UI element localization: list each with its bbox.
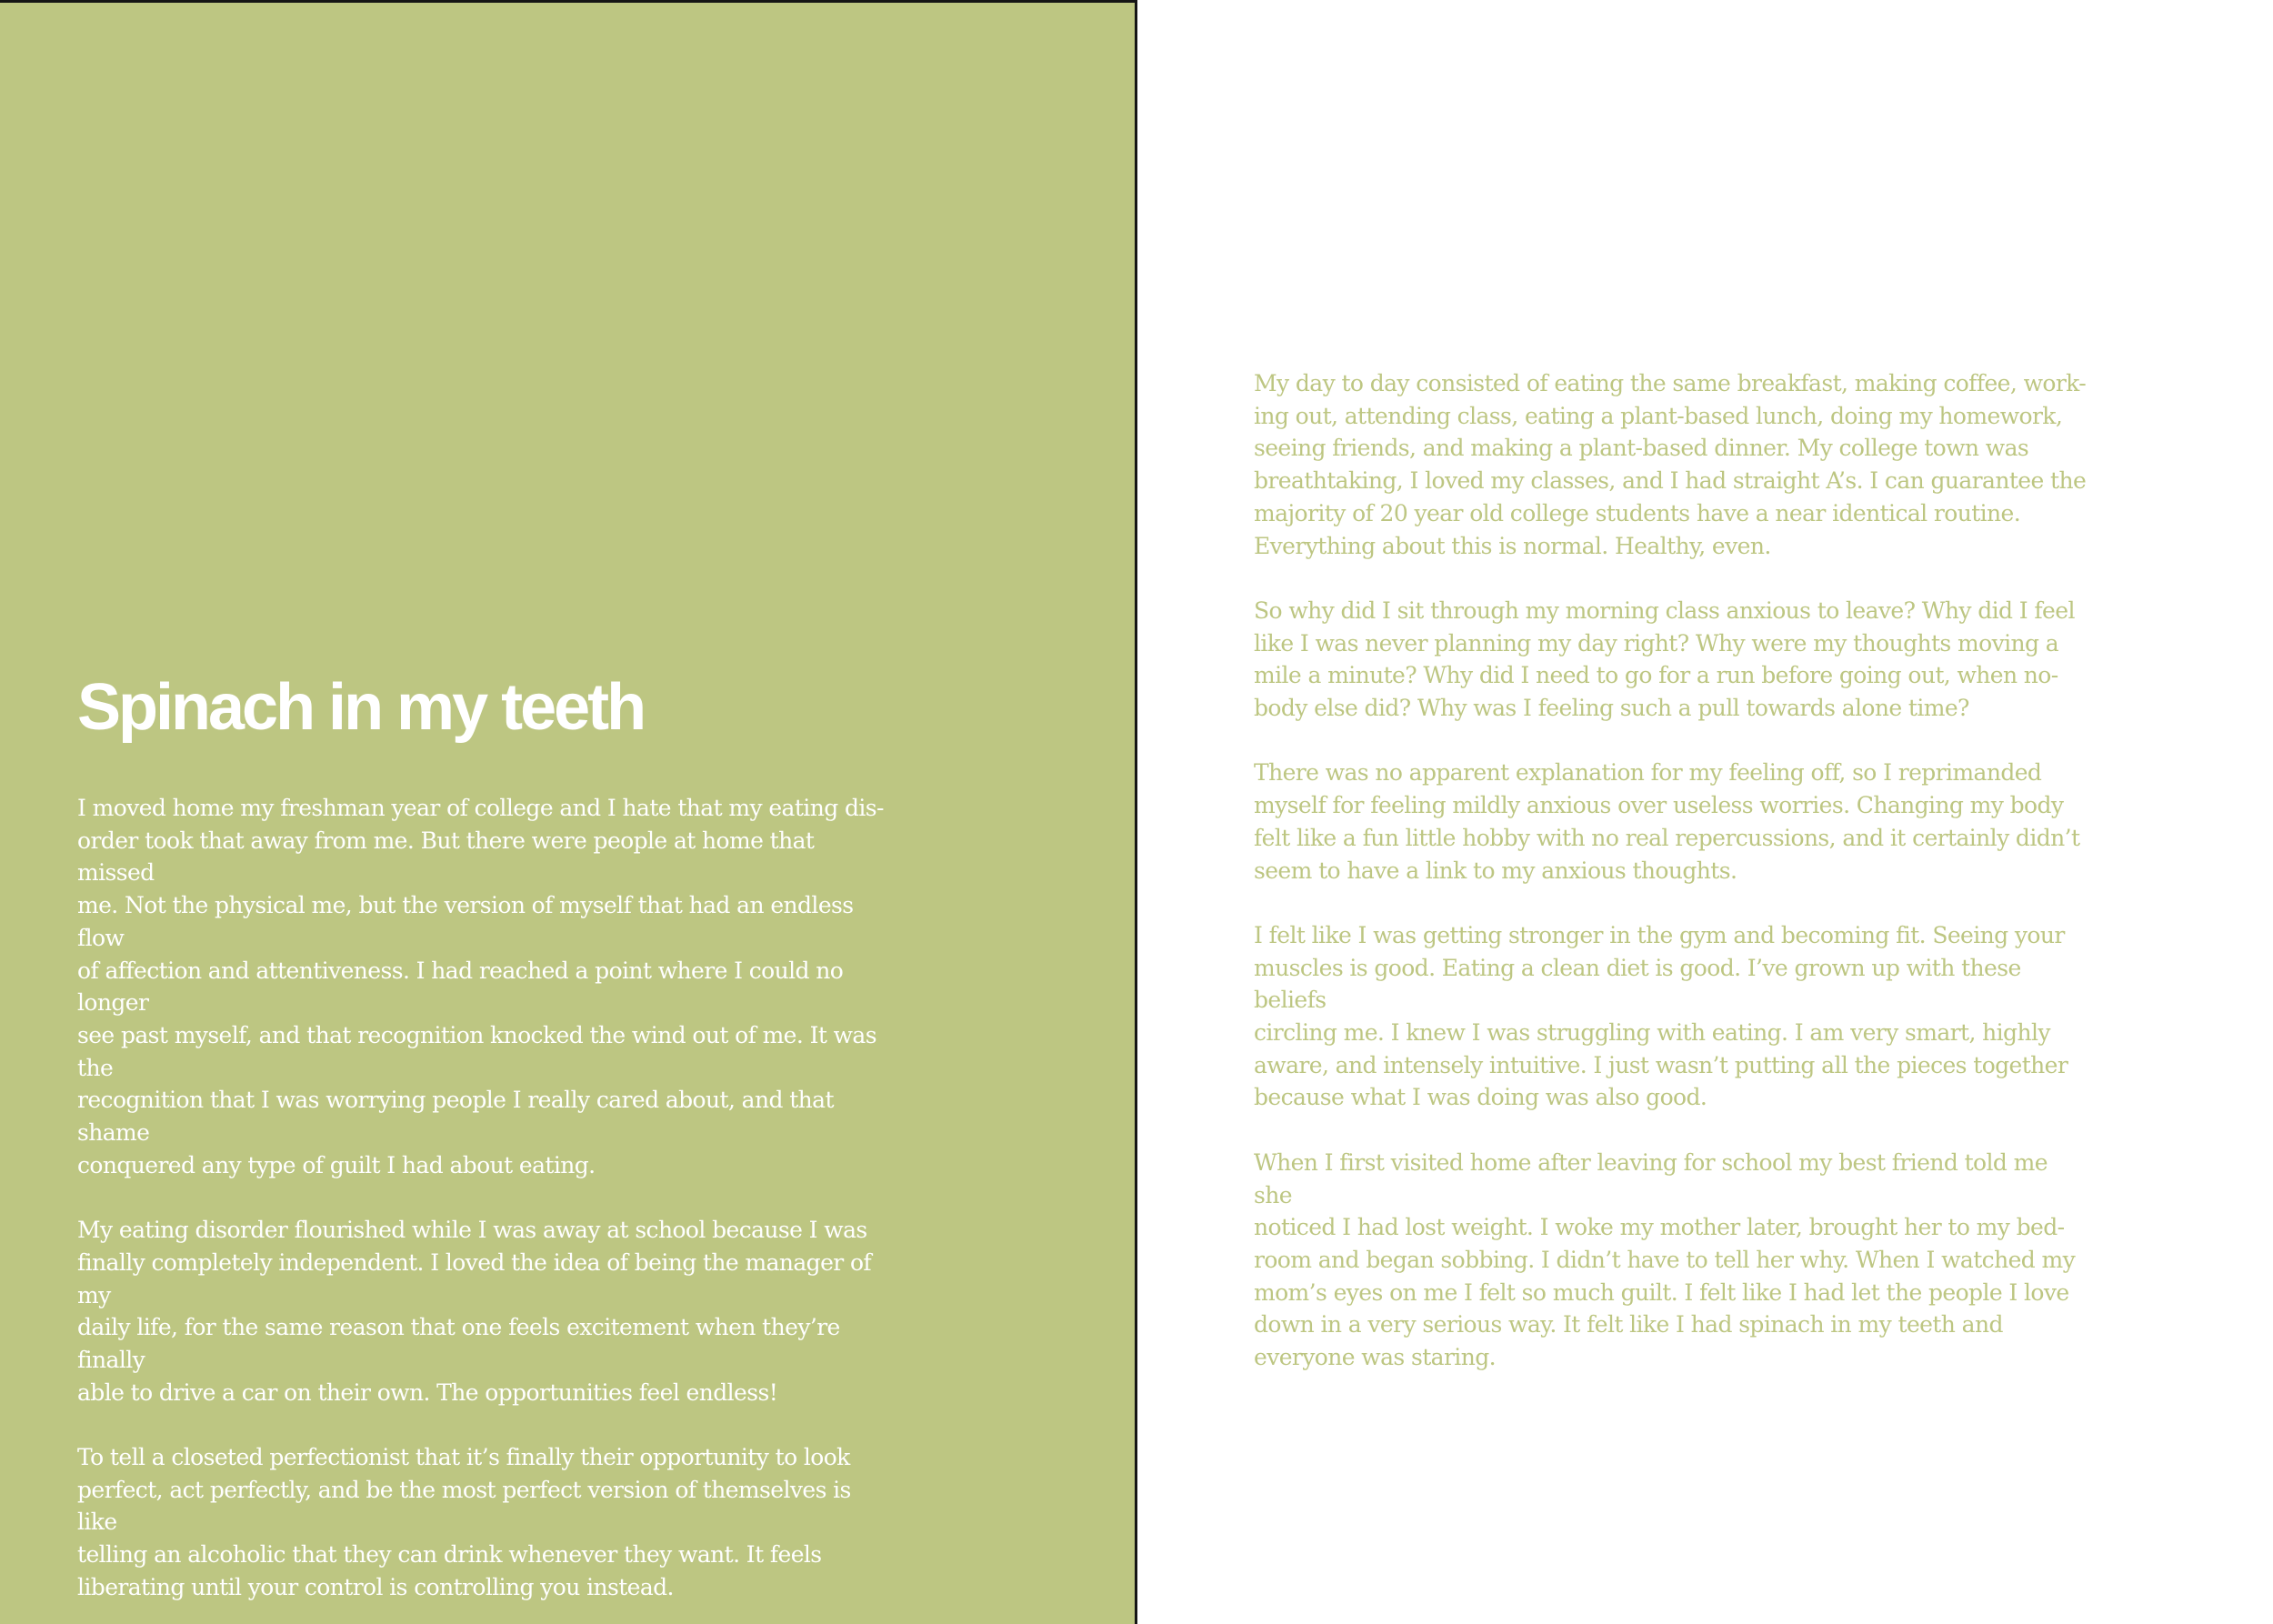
paragraph — [77, 792, 896, 1181]
text-line: felt like a fun little hobby with no real repercussions, and it certainly didn’t — [1254, 824, 2080, 851]
paragraph — [1254, 919, 2090, 1114]
paragraph — [77, 1214, 896, 1408]
paragraph — [1254, 367, 2090, 562]
text-line: ing out, attending class, eating a plant-based lunch, doing my homework, — [1254, 402, 2063, 429]
text-line: myself for feeling mildly anxious over useless worries. Changing my body — [1254, 792, 2064, 819]
text-line: noticed I had lost weight. I woke my mother later, brought her to my bed- — [1254, 1214, 2065, 1241]
text-line: because what I was doing was also good. — [1254, 1084, 1707, 1111]
text-line: able to drive a car on their own. The opportunities feel endless! — [77, 1378, 778, 1406]
text-line: telling an alcoholic that they can drink whenever they want. It feels — [77, 1541, 822, 1569]
text-line: liberating until your control is controlling you instead. — [77, 1573, 674, 1600]
text-line: order took that away from me. But there were people at home that missed — [77, 827, 815, 887]
text-line: seem to have a link to my anxious thoughts. — [1254, 857, 1737, 884]
article-title: Spinach in my teeth — [77, 671, 645, 744]
text-line: When I first visited home after leaving for school my best friend told me she — [1254, 1148, 2048, 1208]
text-line: of affection and attentiveness. I had reached a point where I could no longer — [77, 957, 844, 1017]
text-line: see past myself, and that recognition knocked the wind out of me. It was the — [77, 1021, 876, 1081]
text-line: conquered any type of guilt I had about eating. — [77, 1151, 596, 1178]
text-line: muscles is good. Eating a clean diet is good. I’ve grown up with these beliefs — [1254, 954, 2021, 1014]
text-line: everyone was staring. — [1254, 1344, 1496, 1371]
text-line: There was no apparent explanation for my feeling off, so I reprimanded — [1254, 759, 2042, 787]
text-line: mile a minute? Why did I need to go for a run before going out, when no- — [1254, 662, 2058, 689]
text-line: like I was never planning my day right? Why were my thoughts moving a — [1254, 629, 2059, 657]
text-line: breathtaking, I loved my classes, and I had straight A’s. I can guarantee the — [1254, 467, 2087, 495]
paragraph — [77, 1441, 896, 1604]
text-line: aware, and intensely intuitive. I just wasn’t putting all the pieces together — [1254, 1051, 2068, 1078]
text-line: circling me. I knew I was struggling with eating. I am very smart, highly — [1254, 1019, 2050, 1047]
text-line: Everything about this is normal. Healthy, even. — [1254, 532, 1771, 559]
text-line: body else did? Why was I feeling such a pull towards alone time? — [1254, 695, 1969, 722]
text-line: mom’s eyes on me I felt so much guilt. I felt like I had let the people I love — [1254, 1278, 2069, 1306]
text-line: me. Not the physical me, but the version of myself that had an endless flow — [77, 892, 854, 951]
text-line: room and began sobbing. I didn’t have to tell her why. When I watched my — [1254, 1246, 2076, 1273]
right-column-text — [1254, 367, 2090, 1374]
text-line: So why did I sit through my morning class anxious to leave? Why did I feel — [1254, 596, 2075, 624]
text-line: down in a very serious way. It felt like I had spinach in my teeth and — [1254, 1311, 2003, 1338]
text-line: My day to day consisted of eating the same breakfast, making coffee, work- — [1254, 370, 2087, 396]
text-line: I moved home my freshman year of college and I hate that my eating dis- — [77, 795, 884, 821]
text-line: recognition that I was worrying people I really cared about, and that shame — [77, 1087, 834, 1147]
text-line: My eating disorder flourished while I was away at school because I was — [77, 1217, 867, 1244]
text-line: I felt like I was getting stronger in the gym and becoming fit. Seeing your — [1254, 921, 2065, 948]
text-line: seeing friends, and making a plant-based dinner. My college town was — [1254, 435, 2029, 462]
paragraph — [1254, 1147, 2090, 1374]
text-line: majority of 20 year old college students have a near identical routine. — [1254, 499, 2021, 526]
text-line: daily life, for the same reason that one feels excitement when they’re finally — [77, 1314, 840, 1373]
paragraph — [1254, 757, 2090, 887]
left-column-text — [77, 792, 896, 1604]
paragraph — [1254, 595, 2090, 725]
text-line: perfect, act perfectly, and be the most perfect version of themselves is like — [77, 1476, 851, 1536]
text-line: To tell a closeted perfectionist that it’s finally their opportunity to look — [77, 1444, 850, 1471]
text-line: finally completely independent. I loved the idea of being the manager of my — [77, 1248, 872, 1308]
